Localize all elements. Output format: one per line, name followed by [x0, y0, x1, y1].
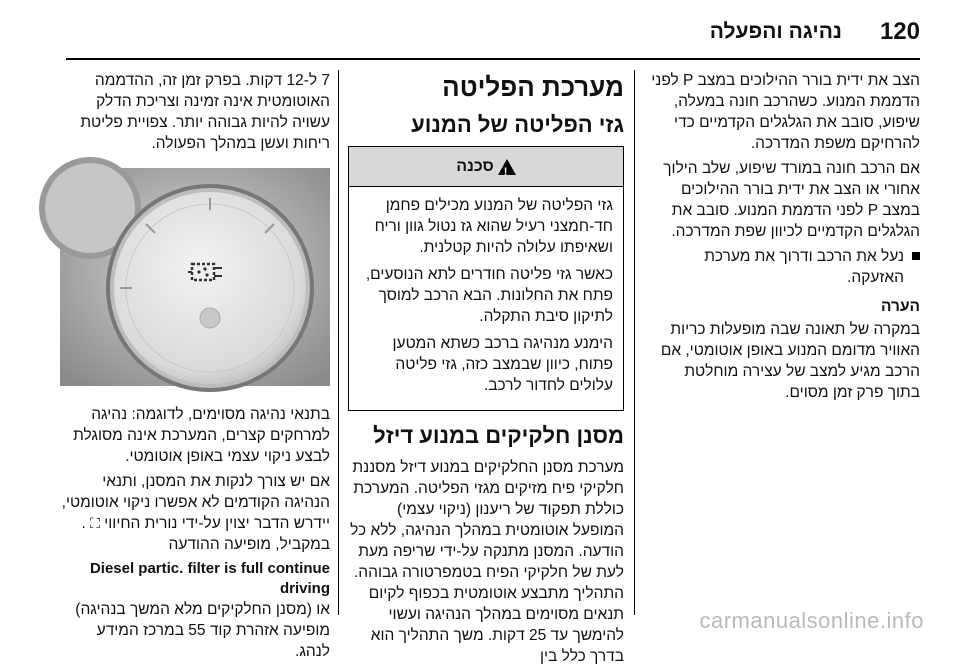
- dpf-continued-paragraph: 7 ל-12 דקות. בפרק זמן זה, ההדממה האוטומטית אינה זמינה וצריכת הדלק עשויה להיות גבוהה יותר. צפויית פליטת ריחות ועשן במהלך הפעולה.: [80, 72, 330, 152]
- page-number: 120: [879, 18, 920, 45]
- danger-paragraph: כאשר גזי פליטה חודרים לתא הנוסעים, פתח את החלונות. הבא הרכב למוסך לתיקון סיבת התקלה.: [365, 266, 613, 325]
- page-header: [0, 0, 960, 62]
- watermark: carmanualsonline.info: [699, 608, 924, 633]
- instrument-cluster-photo: [60, 168, 330, 386]
- note-text: במקרה של תאונה שבה מופעלות כריות האוויר מדומם המנוע באופן אוטומטי, אם הרכב מגיע למצב של עצירה מוחלטת בתוך פרק זמן מסוים.: [660, 321, 920, 401]
- bullet-item: [650, 246, 920, 288]
- note-title: הערה: [881, 298, 920, 315]
- indicator-text-a: אם יש צורך לנקות את המסנן, ותנאי הנהיגה הקודמים לא אפשרו ניקוי אוטומטי, יידרש הדבר יצוין על-ידי נורית החיווי: [61, 473, 330, 532]
- warning-triangle-icon: [498, 159, 516, 175]
- danger-label: סכנה: [456, 158, 494, 175]
- bullet-text: נעל את הרכב ודרוך את מערכת האזעקה.: [704, 248, 904, 286]
- right-column: [650, 70, 920, 407]
- left-column: [60, 70, 330, 666]
- column-divider: [634, 70, 635, 615]
- danger-header: [349, 147, 623, 187]
- diesel-particulate-filter-icon: ⛶: [90, 515, 100, 531]
- dpf-message-english: Diesel partic. filter is full continue driving: [89, 560, 330, 597]
- dpf-message-hebrew: או (מסנן החלקיקים מלא המשך בנהיגה) מופיעה אזהרת קוד 55 במרכז המידע לנהג.: [75, 601, 330, 660]
- bullet-square-icon: [912, 252, 920, 260]
- indicator-text-b: . במקביל, מופיעה ההודעה: [81, 515, 330, 553]
- middle-column: [348, 70, 624, 671]
- dpf-paragraph: מערכת מסנן החלקיקים במנוע דיזל מסננת חלקיקי פיח מזיקים מגזי הפליטה. המערכת כוללת תפקוד של ריענון (ניקוי עצמי) המופעל אוטומטית במהלך הנהיגה, ללא כל הודעה. המסנן מתנקה על-ידי שריפה מעת לעת של חלקיקי הפיח בטמפרטורה גבוהה. התהליך מתבצע אוטומטית בכפוף לקיום תנאים מסוימים במהלך הנהיגה ועשוי להימשך עד 25 דקות. משך התהליך הוא בדרך כלל בין: [350, 459, 624, 665]
- danger-paragraph: גזי הפליטה של המנוע מכילים פחמן חד-חמצני רעיל שהוא גז נטול גוון וריח ושאיפתו עלולה להיות קטלנית.: [374, 197, 613, 256]
- running-title: נהיגה והפעלה: [709, 20, 842, 43]
- parking-paragraph: הצב את ידית בורר ההילוכים במצב P לפני הדממת המנוע. כשהרכב חונה במעלה, שיפוע, סובב את הגלגלים הקדמיים כדי להרחיקם משפת המדרכה.: [651, 72, 920, 152]
- danger-body: [349, 187, 623, 410]
- subsection-title: גזי הפליטה של המנוע: [411, 112, 624, 137]
- danger-box: [348, 146, 624, 411]
- section-title: מערכת הפליטה: [442, 72, 624, 102]
- subsection-title: מסנן חלקיקים במנוע דיזל: [373, 423, 624, 448]
- column-divider: [338, 70, 339, 615]
- indicator-paragraph: [60, 471, 330, 555]
- driving-conditions-paragraph: בתנאי נהיגה מסוימים, לדוגמה: נהיגה למרחקים קצרים, המערכת אינה מסוגלת לבצע ניקוי עצמי באופן אוטומטי.: [73, 406, 330, 465]
- header-rule: [66, 58, 920, 60]
- danger-paragraph: הימנע מנהיגה ברכב כשתא המטען פתוח, כיוון שבמצב כזה, גזי פליטה עלולים לחדור לרכב.: [392, 335, 613, 394]
- parking-downhill-paragraph: אם הרכב חונה במורד שיפוע, שלב הילוך אחורי או הצב את ידית בורר ההילוכים במצב P לפני הדממת המנוע. סובב את הגלגלים הקדמיים לכיוון שפת המדרכה.: [663, 160, 920, 240]
